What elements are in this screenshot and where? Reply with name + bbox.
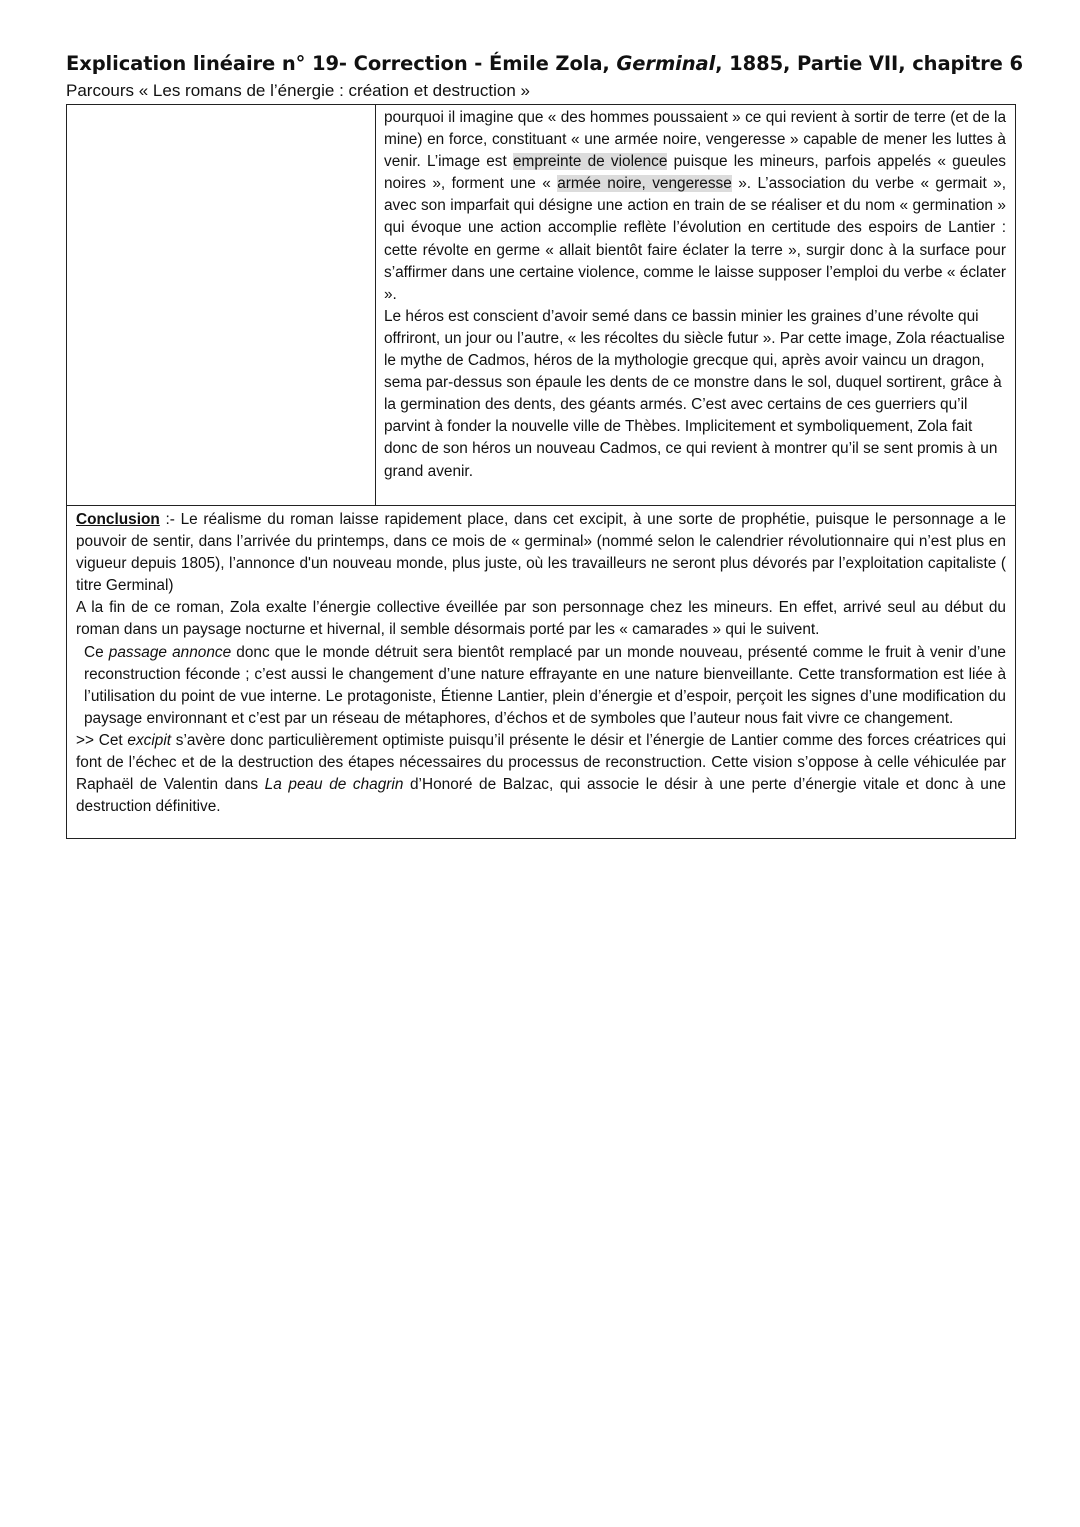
analysis-table xyxy=(66,104,1016,506)
highlight: empreinte de violence xyxy=(512,153,668,171)
conclusion-paragraph-4: >> Cet excipit s’avère donc particulièrement optimiste puisqu’il présente le désir et l’énergie de Lantier comme des forces créatrices qui font de l’échec et de la destruction des étapes nécessaires du processus de reconstruction. Cette vision s’oppose à celle véhiculée par Raphaël de Valentin dans La peau de chagrin d’Honoré de Balzac, qui associe le désir à une perte d’énergie vitale et donc à une destruction définitive. xyxy=(76,731,1006,816)
book-title: La peau de chagrin xyxy=(264,776,404,794)
highlight: armée noire, vengeresse xyxy=(557,175,732,193)
empty-left-cell xyxy=(67,105,376,505)
conclusion-box xyxy=(66,505,1016,839)
page-title: Explication linéaire n° 19- Correction - Émile Zola, Germinal, 1885, Partie VII, chapitre 6 xyxy=(66,52,1023,75)
analysis-paragraph-1: pourquoi il imagine que « des hommes poussaient » ce qui revient à sortir de terre (et de la mine) en force, constituant « une armée noire, vengeresse » capable de mener les luttes à venir. L’image est empreinte de violence puisque les mineurs, parfois appelés « gueules noires », forment une « armée noire, vengeresse ». L’association du verbe « germait », avec son imparfait qui désigne une action en train de se réaliser et du nom « germination » qui évoque une action accomplie reflète l’évolution en certitude des espoirs de Lantier : cette révolte en germe « allait bientôt faire éclater la terre », surgir donc à la surface pour s’affirmer dans une certaine violence, comme le laisse supposer l’emploi du verbe « éclater ». xyxy=(384,109,1006,303)
analysis-paragraph-2: Le héros est conscient d’avoir semé dans ce bassin minier les graines d’une révolte qui offriront, un jour ou l’autre, « les récoltes du siècle futur ». Par cette image, Zola réactualise le mythe de Cadmos, héros de la mythologie grecque qui, après avoir vaincu un dragon, sema par-dessus son épaule les dents de ce monstre dans le sol, duquel sortirent, grâce à la germination des dents, des géants armés. C’est avec certains de ces guerriers qu’il parvint à fonder la nouvelle ville de Thèbes. Implicitement et symboliquement, Zola fait donc de son héros un nouveau Cadmos, ce qui revient à montrer qu’il se sent promis à un grand avenir. xyxy=(384,307,1005,480)
conclusion-paragraph-3: Ce passage annonce donc que le monde détruit sera bientôt remplacé par un monde nouveau, présenté comme le fruit à venir d’une reconstruction féconde ; c’est aussi le changement d’une nature effrayante en une nature bienveillante. Cette transformation est liée à l’utilisation du point de vue interne. Le protagoniste, Étienne Lantier, plein d’énergie et d’espoir, perçoit les signes d’une modification du paysage environnant et c’est par un réseau de métaphores, d’échos et de symboles que l’auteur nous fait vivre ce changement. xyxy=(84,643,1006,727)
conclusion-paragraph-2: A la fin de ce roman, Zola exalte l’énergie collective éveillée par son personnage chez les mineurs. En effet, arrivé seul au début du roman dans un paysage nocturne et hivernal, il semble désormais porté par les « camarades » qui le suivent. xyxy=(76,599,1006,639)
page-subtitle: Parcours « Les romans de l’énergie : création et destruction » xyxy=(66,81,530,100)
conclusion-label: Conclusion xyxy=(76,511,160,528)
conclusion-paragraph-1: Conclusion :- Le réalisme du roman laisse rapidement place, dans cet excipit, à une sorte de prophétie, puisque le personnage a le pouvoir de sentir, dans l’arrivée du printemps, dans ce mois de « germinal» (nommé selon le calendrier révolutionnaire qui n’est plus en vigueur depuis 1805), l’annonce d'un nouveau monde, plus juste, où les travailleurs ne seront plus dévorés par l’exploitation capitaliste ( titre Germinal) xyxy=(76,511,1006,595)
analysis-cell xyxy=(384,107,1006,483)
work-title: Germinal xyxy=(616,52,716,75)
